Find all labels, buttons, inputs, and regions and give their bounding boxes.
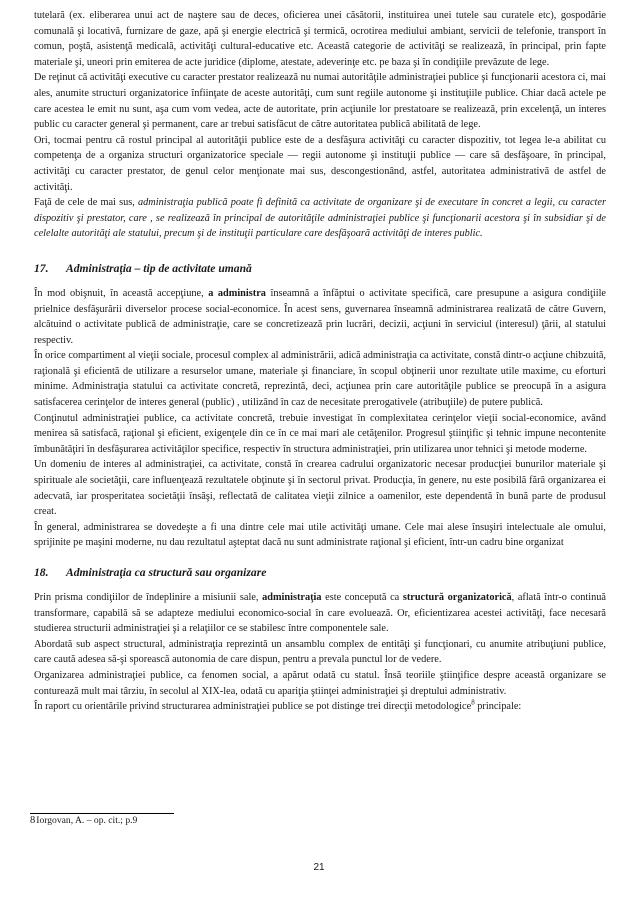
text-run: înseamnă a înfăptui o activitate specifică, care presupune a asigura condiţiile prielnice desfăşurării diverselor procese social-economice. În acest sens, guvernarea înseamnă administrarea realizată de către Guvern, alcătuind o activitate publică de administraţie, care se concretizează prin lucrări, decizii, acţiuni în serviciul (interesul) ţării, al statului respectiv. bbox=[34, 287, 607, 346]
text-run: , aflată într-o continuă transformare, capabilă să se adapteze mediului economico-social în care evoluează. Or, eficientizarea acestei activităţi, face necesară studierea structurii administraţiei şi a relaţiilor ce se stabilesc între componentele sale. bbox=[34, 592, 606, 635]
definition-lead: Faţă de cele de mai sus, bbox=[34, 197, 138, 209]
bold-term: a administra bbox=[208, 287, 266, 299]
footnote-separator bbox=[30, 813, 174, 814]
text-run: Prin prisma condiţiilor de îndeplinire a misiunii sale, bbox=[34, 592, 263, 603]
section-number: 17. bbox=[34, 261, 49, 275]
paragraph: Conţinutul administraţiei publice, ca activitate concretă, trebuie investigat în complexitatea cerinţelor vieţii social-economice, având menirea să satisfacă, raţional şi eficient, exigenţele din ce în ce mai mari ale cetăţenilor. Progresul ştiinţific şi tehnic impune necontenite îmbunătăţiri în desfăşurarea activităţilor specifice, respectiv în structura administraţiei, prin utilizarea unor tehnici şi metode moderne. bbox=[34, 412, 606, 455]
paragraph: Ori, tocmai pentru că rostul principal al autorităţii publice este de a desfăşura activităţi cu caracter dispozitiv, tot legea le-a abilitat cu competenţa de a organiza structuri organizatorice speciale — regii autonome şi instituţii publice — care să desfăşoare, în principal, activităţi cu caracter prestator, de genul celor menţionate mai sus, descongestionând, astfel, autoritatea administrativă de astfel de activităţi. bbox=[34, 134, 606, 193]
page-number: 21 bbox=[313, 862, 325, 873]
paragraph: Abordată sub aspect structural, administraţia reprezintă un ansamblu complex de entităţi şi funcţionari, cu anumite atribuţiuni publice, care caută adesea să-şi sporească autonomia de care dispun, pentru a prevala punctul lor de vedere. bbox=[34, 638, 606, 666]
section-title: Administraţia ca structură sau organizare bbox=[66, 566, 267, 579]
text-run: este concepută ca bbox=[321, 592, 403, 603]
section-17-heading bbox=[34, 261, 606, 277]
section-18-heading bbox=[34, 565, 606, 581]
footnote bbox=[30, 815, 137, 827]
paragraph: În general, administrarea se dovedeşte a fi una dintre cele mai utile activităţi umane. Cele mai alese însuşiri intelectuale ale omului, sprijinite pe maşini moderne, nu dau rezultatul aşteptat dacă nu sunt administrate raţional şi eficient, într-un cadru bine organizat bbox=[34, 521, 606, 549]
paragraph bbox=[34, 699, 606, 715]
paragraph: Un domeniu de interes al administraţiei, ca activitate, constă în crearea cadrului organizatoric necesar producţiei bunurilor materiale şi spirituale ale societăţii, care influenţează rezultatele obţinute şi în sectorul privat. Producţia, în genere, nu este posibilă fără organizarea ei adecvată, iar prosperitatea societăţii însăşi, reflectată de calitatea vieţii zilnice a oamenilor, este dependentă în bună parte de produsul creat. bbox=[34, 459, 606, 518]
paragraph bbox=[34, 590, 606, 637]
paragraph bbox=[34, 286, 606, 348]
bold-term: administraţia bbox=[262, 592, 322, 603]
paragraph: De reţinut că activităţi executive cu caracter prestator realizează nu numai autorităţile administraţiei publice şi funcţionarii acestora ci, mai ales, anumite structuri organizatorice înfiinţate de aceste autorităţi, cum sunt regiile autonome şi instituţiile publice. Chiar dacă actele pe care acestea le emit nu sunt, aşa cum vom vedea, acte de autoritate, prin acţiunile lor prestatoare se realizează, prin excelenţă, un interes public cu caracter general şi permanent, care ar trebui satisfăcut de către autoritatea publică abilitată de lege. bbox=[34, 72, 606, 131]
section-number: 18. bbox=[34, 566, 49, 579]
text-run: În mod obişnuit, în această accepţiune, bbox=[34, 287, 209, 299]
footnote-text: Iorgovan, A. – op. cit.; p.9 bbox=[36, 815, 138, 826]
paragraph: tutelară (ex. eliberarea unui act de naştere sau de deces, oficierea unei căsătorii, instituirea unei tutele sau curatele etc), gospodărie comunală şi locativă, furnizare de gaze, apă şi energie electrică şi termică, ocrotirea mediului ambiant, servicii de telefonie, transport în comun, poştă, asistenţă medicală, activităţi cultural-educative etc. Această categorie de activităţi se realizează, în principal, prin fapte materiale şi, uneori prin emiterea de acte juridice (diplome, atestate, adeverinţe etc. pe baza şi în condiţiile prevăzute de lege. bbox=[34, 10, 606, 68]
text-run: principale: bbox=[474, 701, 522, 713]
paragraph: Organizarea administraţiei publice, ca fenomen social, a apărut odată cu statul. Însă teoriile ştiinţifice despre această organizare se conturează mult mai târziu, în secolul al XIX-lea, odată cu apariţia ştiinţei administraţiei şi dreptului administrativ. bbox=[34, 669, 606, 697]
definition-italic-text: administraţia publică poate fi definită ca activitate de organizare şi de executare în concret a legii, cu caracter dispozitiv şi prestator, care , se realizează în principal de autorităţile administraţiei publice şi funcţionarii acestora şi în subsidiar şi de celelalte autorităţi ale statului, precum şi de instituţii particulare care desfăşoară activităţi de interes public. bbox=[34, 197, 606, 240]
text-run: În raport cu orientările privind structurarea administraţiei publice se pot distinge trei direcţii metodologice bbox=[34, 701, 472, 713]
footnote-reference: 8 bbox=[471, 698, 475, 707]
section-title: Administraţia – tip de activitate umană bbox=[66, 261, 252, 275]
page-body bbox=[34, 8, 606, 715]
paragraph: În orice compartiment al vieţii sociale, procesul complex al administrării, adică administraţia ca activitate, constă dintr-o acţiune chibzuită, raţională şi eficientă de utilizare a resurselor umane, materiale şi financiare, în scopul obţinerii unor rezultate utile maxime, cu eforturi minime. Administraţia statului ca activitate concretă, reprezintă, deci, acţiunea prin care autorităţile publice se preocupă în a asigura satisfacerea cerinţelor de interes general (public) , utilizând în caz de necesitate prerogativele (atribuţiile) de putere publică. bbox=[34, 350, 606, 409]
bold-term: structură organizatorică bbox=[402, 592, 512, 603]
footnote-mark: 8 bbox=[30, 815, 36, 826]
definition-paragraph bbox=[34, 195, 606, 242]
